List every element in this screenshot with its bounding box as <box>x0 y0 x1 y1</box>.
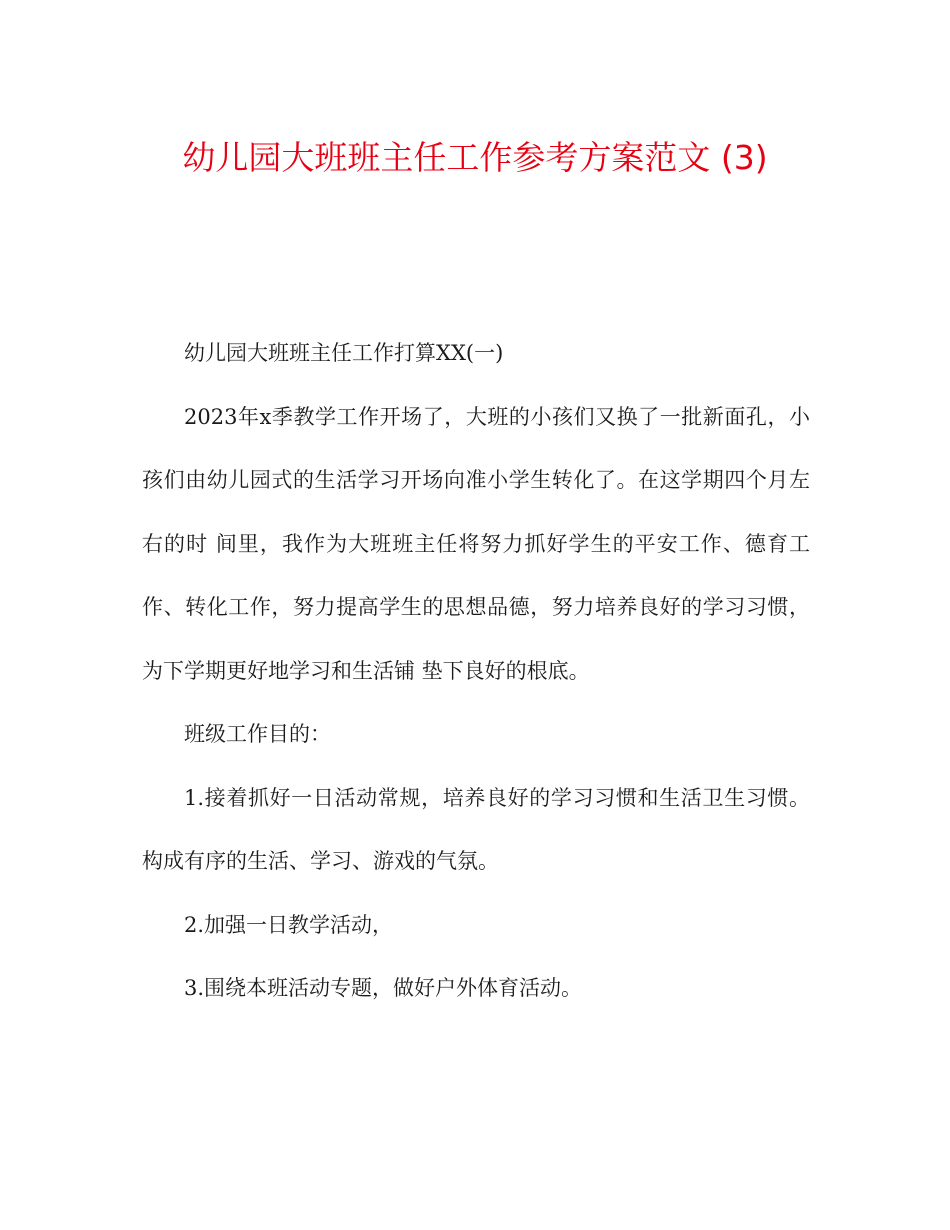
document-title: 幼儿园大班班主任工作参考方案范文 (3) <box>182 138 768 177</box>
paragraph-goal-1: 1.接着抓好一日活动常规，培养良好的学习习惯和生活卫生习惯。构成有序的生活、学习、游戏的气氛。 <box>142 785 810 873</box>
paragraph-intro: 2023年x季教学工作开场了，大班的小孩们又换了一批新面孔，小孩们由幼儿园式的生活学习开场向准小学生转化了。在这学期四个月左右的时 间里，我作为大班班主任将努力抓好学生的平安工作、德育工作、转化工作，努力提高学生的思想品德，努力培养良好的学习习惯，为下学期更好地学习和生活铺 垫下良好的根底。 <box>142 404 810 683</box>
paragraph-goal-3: 3.围绕本班活动专题，做好户外体育活动。 <box>184 976 583 1000</box>
paragraph-heading: 幼儿园大班班主任工作打算XX(一) <box>184 341 504 365</box>
document-body <box>142 322 810 1021</box>
paragraph-goal-2: 2.加强一日教学活动， <box>184 912 394 937</box>
paragraph-goals-heading: 班级工作目的： <box>184 722 331 746</box>
